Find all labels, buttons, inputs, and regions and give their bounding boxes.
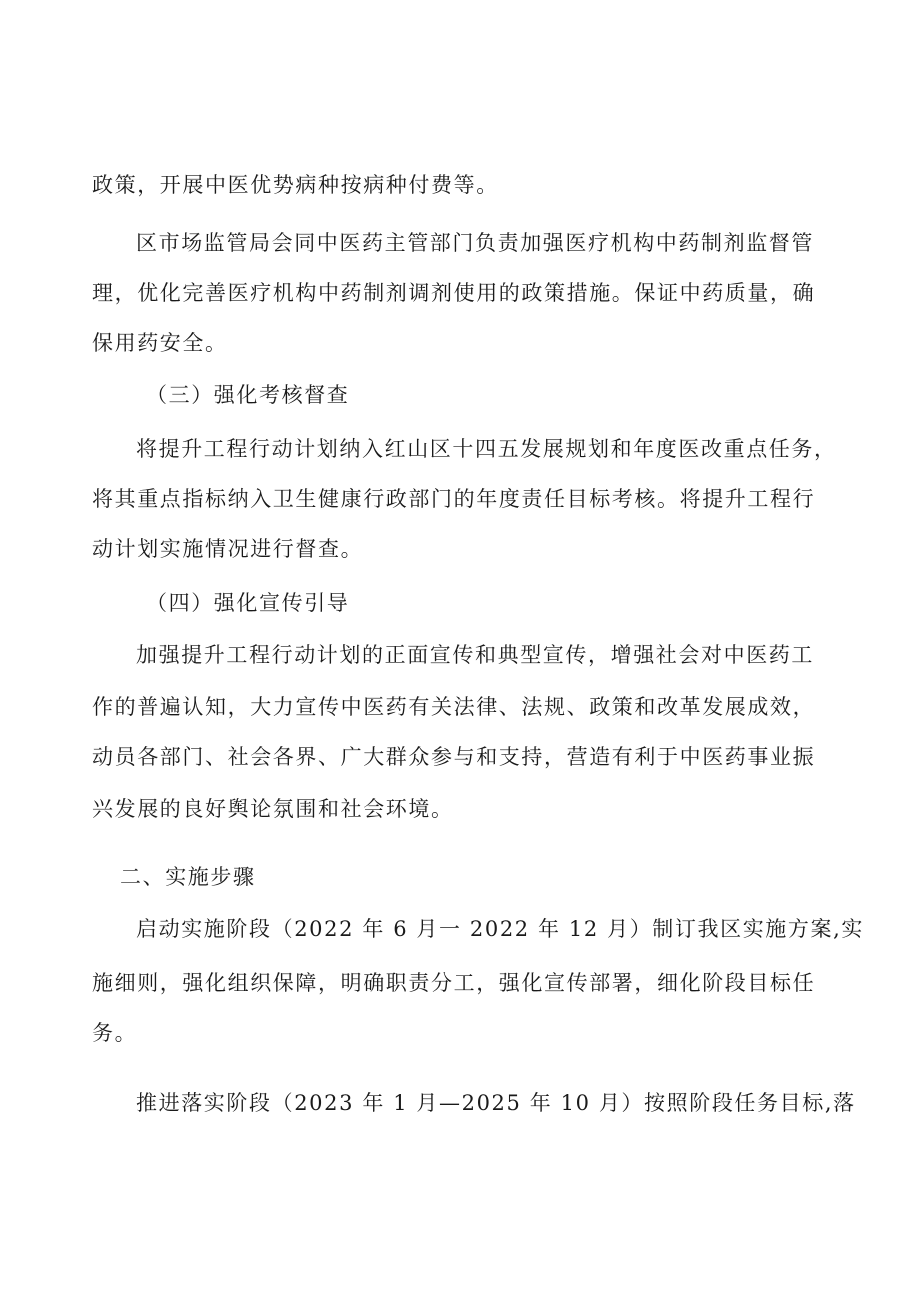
paragraph-launch-stage-line-2: 施细则，强化组织保障，明确职责分工，强化宣传部署，细化阶段目标任 bbox=[92, 971, 816, 995]
paragraph-implementation-stage-line-1: 推进落实阶段（2023 年 1 月—2025 年 10 月）按照阶段任务目标,落 bbox=[136, 1091, 856, 1115]
paragraph-publicity-line-4: 兴发展的良好舆论氛围和社会环境。 bbox=[92, 797, 454, 821]
paragraph-policy-end-line-1: 政策，开展中医优势病种按病种付费等。 bbox=[92, 173, 499, 197]
paragraph-assessment-line-2: 将其重点指标纳入卫生健康行政部门的年度责任目标考核。将提升工程行 bbox=[92, 487, 816, 511]
paragraph-market-supervision-line-3: 保用药安全。 bbox=[92, 331, 228, 355]
paragraph-assessment-line-1: 将提升工程行动计划纳入红山区十四五发展规划和年度医改重点任务， bbox=[136, 437, 837, 461]
paragraph-publicity-line-1: 加强提升工程行动计划的正面宣传和典型宣传，增强社会对中医药工 bbox=[136, 643, 814, 667]
heading-strengthen-publicity: （四）强化宣传引导 bbox=[146, 591, 350, 615]
heading-strengthen-assessment: （三）强化考核督查 bbox=[146, 383, 350, 407]
paragraph-market-supervision-line-2: 理，优化完善医疗机构中药制剂调剂使用的政策措施。保证中药质量，确 bbox=[92, 281, 816, 305]
paragraph-publicity-line-2: 作的普遍认知，大力宣传中医药有关法律、法规、政策和改革发展成效， bbox=[92, 695, 816, 719]
paragraph-launch-stage-line-3: 务。 bbox=[92, 1021, 138, 1045]
paragraph-market-supervision-line-1: 区市场监管局会同中医药主管部门负责加强医疗机构中药制剂监督管 bbox=[136, 231, 814, 255]
paragraph-assessment-line-3: 动计划实施情况进行督查。 bbox=[92, 537, 364, 561]
paragraph-launch-stage-line-1: 启动实施阶段（2022 年 6 月一 2022 年 12 月）制订我区实施方案,实 bbox=[136, 917, 864, 941]
paragraph-publicity-line-3: 动员各部门、社会各界、广大群众参与和支持，营造有利于中医药事业振 bbox=[92, 745, 816, 769]
section-heading-implementation-steps: 二、实施步骤 bbox=[120, 865, 256, 889]
